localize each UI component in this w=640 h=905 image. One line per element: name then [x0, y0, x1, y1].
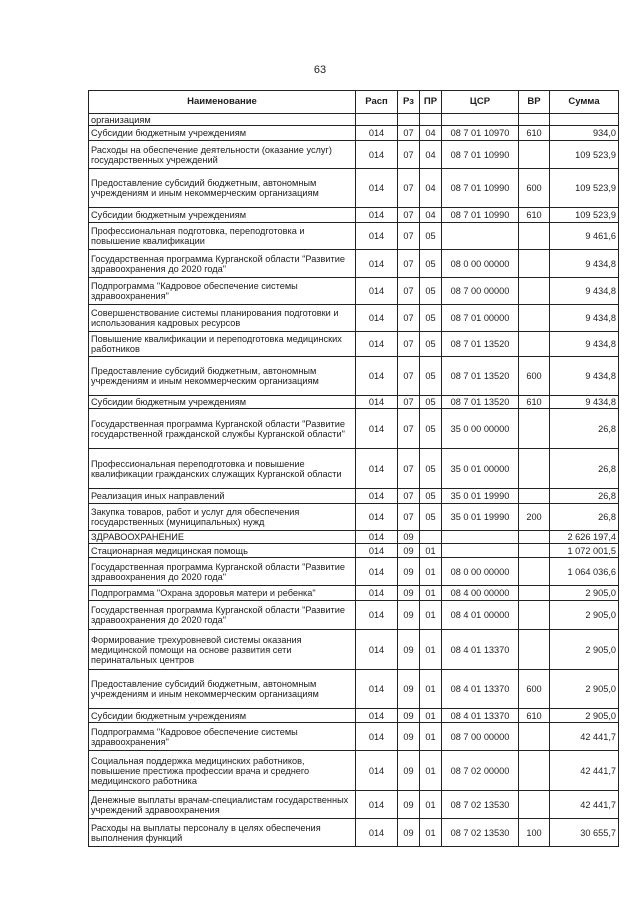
row-name: Субсидии бюджетным учреждениям [89, 709, 356, 723]
row-csr [442, 114, 519, 126]
row-csr: 08 7 00 00000 [442, 278, 519, 305]
row-vr: 610 [519, 126, 550, 141]
row-csr: 08 7 01 10990 [442, 141, 519, 169]
table-row [89, 114, 619, 126]
row-vr: 200 [519, 504, 550, 531]
col-header-sum: Сумма [550, 91, 619, 114]
col-header-pr: ПР [420, 91, 442, 114]
row-pr: 01 [420, 791, 442, 819]
row-vr [519, 601, 550, 630]
row-name: Предоставление субсидий бюджетным, автономным учреждениям и иным некоммерческим организациям [89, 357, 356, 396]
row-vr [519, 531, 550, 544]
row-csr: 35 0 00 00000 [442, 409, 519, 449]
table-row [89, 709, 619, 723]
row-vr [519, 489, 550, 504]
table-row [89, 409, 619, 449]
row-pr: 04 [420, 169, 442, 208]
row-vr: 600 [519, 169, 550, 208]
table-row [89, 601, 619, 630]
row-vr: 100 [519, 819, 550, 847]
row-vr [519, 544, 550, 558]
row-name: Денежные выплаты врачам-специалистам государственных учреждений здравоохранения [89, 791, 356, 819]
table-row [89, 630, 619, 670]
table-row [89, 169, 619, 208]
row-sum [550, 114, 619, 126]
row-rasp: 014 [356, 723, 398, 751]
row-vr: 600 [519, 670, 550, 709]
row-rasp: 014 [356, 250, 398, 278]
row-rz: 09 [398, 723, 420, 751]
row-csr: 35 0 01 00000 [442, 449, 519, 489]
row-rz: 07 [398, 396, 420, 409]
row-pr: 05 [420, 332, 442, 357]
row-name: Государственная программа Курганской области "Развитие здравоохранения до 2020 года" [89, 558, 356, 586]
row-csr: 08 4 01 13370 [442, 709, 519, 723]
row-csr: 08 4 00 00000 [442, 586, 519, 601]
row-pr: 05 [420, 250, 442, 278]
row-rz: 09 [398, 791, 420, 819]
row-sum: 2 626 197,4 [550, 531, 619, 544]
row-rz: 07 [398, 449, 420, 489]
row-name: Формирование трехуровневой системы оказания медицинской помощи на основе развития сети перинатальных центров [89, 630, 356, 670]
row-csr: 08 7 00 00000 [442, 723, 519, 751]
row-sum: 1 064 036,6 [550, 558, 619, 586]
row-sum: 109 523,9 [550, 169, 619, 208]
table-row [89, 396, 619, 409]
row-vr [519, 409, 550, 449]
row-rasp: 014 [356, 278, 398, 305]
row-sum: 26,8 [550, 489, 619, 504]
col-header-vr: ВР [519, 91, 550, 114]
row-name: ЗДРАВООХРАНЕНИЕ [89, 531, 356, 544]
row-csr: 08 7 01 10990 [442, 208, 519, 223]
row-rasp: 014 [356, 141, 398, 169]
row-rz: 09 [398, 586, 420, 601]
row-rasp: 014 [356, 670, 398, 709]
row-pr: 01 [420, 630, 442, 670]
row-rz: 09 [398, 630, 420, 670]
row-sum: 934,0 [550, 126, 619, 141]
row-name: Профессиональная подготовка, переподготовка и повышение квалификации [89, 223, 356, 250]
row-csr: 08 7 01 10970 [442, 126, 519, 141]
table-row [89, 305, 619, 332]
row-rasp: 014 [356, 630, 398, 670]
row-csr: 08 7 02 13530 [442, 819, 519, 847]
row-sum: 9 434,8 [550, 396, 619, 409]
table-row [89, 332, 619, 357]
table-row [89, 819, 619, 847]
row-rz: 07 [398, 278, 420, 305]
row-rasp: 014 [356, 489, 398, 504]
table-row [89, 531, 619, 544]
row-pr: 01 [420, 723, 442, 751]
row-rz: 09 [398, 709, 420, 723]
row-rz: 07 [398, 357, 420, 396]
row-sum: 2 905,0 [550, 709, 619, 723]
table-row [89, 141, 619, 169]
row-pr: 05 [420, 278, 442, 305]
row-pr: 01 [420, 670, 442, 709]
table-row [89, 223, 619, 250]
row-rasp: 014 [356, 544, 398, 558]
table-row [89, 250, 619, 278]
table-row [89, 449, 619, 489]
row-pr: 01 [420, 544, 442, 558]
table-row [89, 489, 619, 504]
row-rasp [356, 114, 398, 126]
row-csr: 08 7 01 13520 [442, 332, 519, 357]
table-row [89, 504, 619, 531]
row-pr: 01 [420, 751, 442, 791]
row-pr: 05 [420, 305, 442, 332]
table-row [89, 544, 619, 558]
row-pr: 05 [420, 504, 442, 531]
row-pr: 04 [420, 208, 442, 223]
row-pr: 04 [420, 126, 442, 141]
row-csr: 08 7 02 13530 [442, 791, 519, 819]
row-sum: 2 905,0 [550, 630, 619, 670]
row-rz: 09 [398, 558, 420, 586]
row-pr: 01 [420, 586, 442, 601]
row-name: Подпрограмма "Охрана здоровья матери и ребенка" [89, 586, 356, 601]
row-name: Стационарная медицинская помощь [89, 544, 356, 558]
row-rasp: 014 [356, 601, 398, 630]
row-sum: 9 434,8 [550, 332, 619, 357]
row-pr [420, 114, 442, 126]
budget-table [88, 90, 619, 847]
row-vr [519, 449, 550, 489]
row-rasp: 014 [356, 409, 398, 449]
row-pr: 05 [420, 409, 442, 449]
row-sum: 30 655,7 [550, 819, 619, 847]
row-sum: 42 441,7 [550, 723, 619, 751]
row-pr: 05 [420, 396, 442, 409]
row-name: Повышение квалификации и переподготовка медицинских работников [89, 332, 356, 357]
table-row [89, 586, 619, 601]
row-sum: 2 905,0 [550, 670, 619, 709]
row-csr: 08 7 02 00000 [442, 751, 519, 791]
row-csr: 08 7 01 10990 [442, 169, 519, 208]
row-csr: 35 0 01 19990 [442, 504, 519, 531]
row-csr [442, 223, 519, 250]
row-name: Закупка товаров, работ и услуг для обеспечения государственных (муниципальных) нужд [89, 504, 356, 531]
row-rasp: 014 [356, 531, 398, 544]
table-row [89, 751, 619, 791]
col-header-rz: Рз [398, 91, 420, 114]
row-csr: 08 7 01 00000 [442, 305, 519, 332]
row-sum: 9 434,8 [550, 278, 619, 305]
row-pr: 01 [420, 558, 442, 586]
row-rasp: 014 [356, 586, 398, 601]
row-csr: 08 4 01 13370 [442, 630, 519, 670]
row-name: Подпрограмма "Кадровое обеспечение системы здравоохранения" [89, 278, 356, 305]
row-vr [519, 558, 550, 586]
row-vr [519, 305, 550, 332]
row-pr: 01 [420, 819, 442, 847]
row-name: Профессиональная переподготовка и повышение квалификации гражданских служащих Курганской области [89, 449, 356, 489]
row-vr: 600 [519, 357, 550, 396]
row-rz [398, 114, 420, 126]
row-rasp: 014 [356, 169, 398, 208]
row-name: Реализация иных направлений [89, 489, 356, 504]
row-sum: 109 523,9 [550, 141, 619, 169]
row-name: Расходы на выплаты персоналу в целях обеспечения выполнения функций [89, 819, 356, 847]
row-name: Предоставление субсидий бюджетным, автономным учреждениям и иным некоммерческим организациям [89, 169, 356, 208]
row-vr [519, 630, 550, 670]
row-vr [519, 250, 550, 278]
row-rasp: 014 [356, 126, 398, 141]
row-rz: 07 [398, 305, 420, 332]
row-vr [519, 332, 550, 357]
row-pr: 05 [420, 357, 442, 396]
row-pr: 05 [420, 449, 442, 489]
row-sum: 26,8 [550, 504, 619, 531]
row-csr: 08 7 01 13520 [442, 396, 519, 409]
row-rasp: 014 [356, 449, 398, 489]
row-sum: 109 523,9 [550, 208, 619, 223]
row-sum: 1 072 001,5 [550, 544, 619, 558]
row-csr: 35 0 01 19990 [442, 489, 519, 504]
row-rz: 09 [398, 531, 420, 544]
row-rz: 07 [398, 489, 420, 504]
table-row [89, 670, 619, 709]
row-rasp: 014 [356, 357, 398, 396]
row-rz: 07 [398, 208, 420, 223]
row-vr: 610 [519, 208, 550, 223]
row-name: Расходы на обеспечение деятельности (оказание услуг) государственных учреждений [89, 141, 356, 169]
row-name: Субсидии бюджетным учреждениям [89, 126, 356, 141]
row-pr: 04 [420, 141, 442, 169]
row-rasp: 014 [356, 791, 398, 819]
row-rasp: 014 [356, 709, 398, 723]
row-csr: 08 0 00 00000 [442, 250, 519, 278]
row-vr: 610 [519, 396, 550, 409]
row-csr [442, 544, 519, 558]
row-sum: 26,8 [550, 449, 619, 489]
row-rasp: 014 [356, 504, 398, 531]
row-name: Субсидии бюджетным учреждениям [89, 208, 356, 223]
row-rz: 09 [398, 544, 420, 558]
page-number: 63 [313, 64, 327, 76]
row-sum: 2 905,0 [550, 601, 619, 630]
col-header-csr: ЦСР [442, 91, 519, 114]
col-header-rasp: Расп [356, 91, 398, 114]
row-rz: 07 [398, 169, 420, 208]
row-pr: 01 [420, 601, 442, 630]
row-vr [519, 141, 550, 169]
row-vr [519, 278, 550, 305]
row-pr: 01 [420, 709, 442, 723]
row-sum: 9 461,6 [550, 223, 619, 250]
row-sum: 9 434,8 [550, 357, 619, 396]
col-header-name: Наименование [89, 91, 356, 114]
row-name: Подпрограмма "Кадровое обеспечение системы здравоохранения" [89, 723, 356, 751]
row-name: Социальная поддержка медицинских работников, повышение престижа профессии врача и среднего медицинского работника [89, 751, 356, 791]
row-sum: 42 441,7 [550, 751, 619, 791]
row-name: Государственная программа Курганской области "Развитие здравоохранения до 2020 года" [89, 601, 356, 630]
row-vr: 610 [519, 709, 550, 723]
row-rasp: 014 [356, 396, 398, 409]
row-rz: 07 [398, 141, 420, 169]
row-sum: 9 434,8 [550, 250, 619, 278]
row-rz: 07 [398, 409, 420, 449]
row-vr [519, 791, 550, 819]
table-row [89, 791, 619, 819]
table-row [89, 278, 619, 305]
row-vr [519, 751, 550, 791]
row-name: Предоставление субсидий бюджетным, автономным учреждениям и иным некоммерческим организациям [89, 670, 356, 709]
row-sum: 26,8 [550, 409, 619, 449]
table-row [89, 208, 619, 223]
row-name: организациям [89, 114, 356, 126]
row-csr: 08 4 01 00000 [442, 601, 519, 630]
row-csr: 08 0 00 00000 [442, 558, 519, 586]
row-name: Государственная программа Курганской области "Развитие государственной гражданской службы Курганской области" [89, 409, 356, 449]
row-sum: 2 905,0 [550, 586, 619, 601]
row-rz: 07 [398, 250, 420, 278]
row-rz: 09 [398, 819, 420, 847]
row-rasp: 014 [356, 208, 398, 223]
row-vr [519, 723, 550, 751]
row-pr: 05 [420, 489, 442, 504]
row-sum: 9 434,8 [550, 305, 619, 332]
row-rz: 09 [398, 601, 420, 630]
row-rasp: 014 [356, 305, 398, 332]
row-pr [420, 531, 442, 544]
row-rz: 07 [398, 504, 420, 531]
row-rz: 07 [398, 126, 420, 141]
row-rz: 07 [398, 223, 420, 250]
row-rasp: 014 [356, 819, 398, 847]
row-pr: 05 [420, 223, 442, 250]
row-vr [519, 223, 550, 250]
row-sum: 42 441,7 [550, 791, 619, 819]
row-rz: 07 [398, 332, 420, 357]
row-name: Субсидии бюджетным учреждениям [89, 396, 356, 409]
row-name: Совершенствование системы планирования подготовки и использования кадровых ресурсов [89, 305, 356, 332]
row-vr [519, 114, 550, 126]
table-row [89, 723, 619, 751]
row-csr: 08 7 01 13520 [442, 357, 519, 396]
table-header-row [89, 91, 619, 114]
row-vr [519, 586, 550, 601]
row-rz: 09 [398, 670, 420, 709]
row-rasp: 014 [356, 223, 398, 250]
row-name: Государственная программа Курганской области "Развитие здравоохранения до 2020 года" [89, 250, 356, 278]
table-row [89, 357, 619, 396]
row-csr [442, 531, 519, 544]
row-rasp: 014 [356, 558, 398, 586]
row-rasp: 014 [356, 751, 398, 791]
row-rasp: 014 [356, 332, 398, 357]
table-row [89, 558, 619, 586]
row-rz: 09 [398, 751, 420, 791]
row-csr: 08 4 01 13370 [442, 670, 519, 709]
table-row [89, 126, 619, 141]
